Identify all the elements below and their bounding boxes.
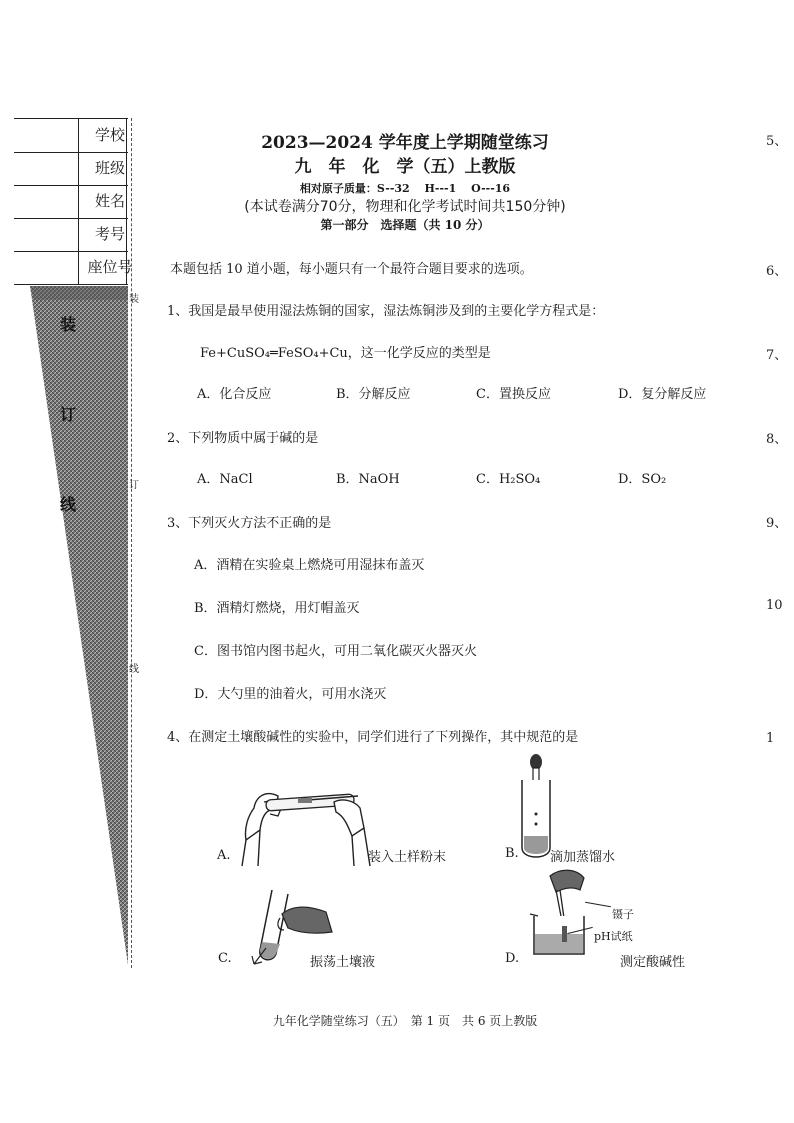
figure-c-letter: C. bbox=[218, 951, 232, 966]
binding-shaded-area bbox=[0, 0, 140, 1123]
edge-number-8: 8、 bbox=[766, 432, 788, 447]
q1-option-c: C．置换反应 bbox=[476, 387, 551, 402]
binding-small-3: 线 bbox=[129, 664, 139, 675]
q1-option-d: D．复分解反应 bbox=[618, 387, 707, 402]
atomic-masses: 相对原子质量：S--32 H---1 O---16 bbox=[299, 182, 511, 195]
figure-d-letter: D. bbox=[505, 951, 520, 966]
q2-option-c: C．H₂SO₄ bbox=[476, 472, 541, 487]
ph-paper-label: pH试纸 bbox=[594, 930, 633, 943]
figure-a-drawing bbox=[236, 778, 376, 868]
figure-c-caption: 振荡土壤液 bbox=[310, 955, 376, 970]
exam-note: (本试卷满分70分，物理和化学考试时间共150分钟) bbox=[244, 199, 566, 215]
edge-number-5: 5、 bbox=[766, 134, 788, 149]
binding-char-3: 线 bbox=[60, 495, 77, 514]
figure-d-caption: 测定酸碱性 bbox=[620, 955, 686, 970]
figure-b-caption: 滴加蒸馏水 bbox=[550, 850, 616, 865]
section-heading: 第一部分 选择题（共 10 分） bbox=[320, 218, 490, 232]
seat-label: 座位号 bbox=[78, 251, 141, 284]
q3-option-d: D．大勺里的油着火，可用水浇灭 bbox=[194, 687, 387, 702]
edge-number-10: 10 bbox=[766, 598, 783, 613]
page-title: 2023—2024 学年度上学期随堂练习 bbox=[261, 133, 549, 153]
edge-number-11: 1 bbox=[766, 731, 775, 746]
q3-stem: 3、下列灭火方法不正确的是 bbox=[167, 516, 332, 531]
q1-equation: Fe+CuSO₄═FeSO₄+Cu，这一化学反应的类型是 bbox=[200, 346, 491, 361]
binding-char-2: 订 bbox=[60, 405, 77, 424]
binding-char-1: 装 bbox=[60, 315, 77, 334]
page-footer: 九年化学随堂练习（五） 第 1 页 共 6 页上教版 bbox=[272, 1014, 538, 1028]
q2-option-b: B．NaOH bbox=[336, 472, 400, 487]
tweezers-label: 镊子 bbox=[612, 908, 634, 921]
exam-number-label: 考号 bbox=[78, 218, 141, 251]
binding-small-2: 订 bbox=[129, 480, 139, 491]
class-label: 班级 bbox=[78, 152, 141, 185]
school-label: 学校 bbox=[78, 119, 141, 152]
q4-stem: 4、在测定土壤酸碱性的实验中，同学们进行了下列操作，其中规范的是 bbox=[167, 730, 579, 745]
q2-option-d: D．SO₂ bbox=[618, 472, 667, 487]
figure-a-letter: A. bbox=[217, 848, 231, 863]
q1-option-a: A．化合反应 bbox=[197, 387, 272, 402]
figure-b-letter: B. bbox=[505, 846, 519, 861]
q2-option-a: A．NaCl bbox=[197, 472, 253, 487]
name-label: 姓名 bbox=[78, 185, 141, 218]
binding-small-1: 装 bbox=[129, 294, 139, 305]
figure-a-caption: 装入土样粉末 bbox=[368, 850, 447, 865]
edge-number-9: 9、 bbox=[766, 516, 788, 531]
q1-option-b: B．分解反应 bbox=[336, 387, 411, 402]
q3-option-c: C．图书馆内图书起火，可用二氧化碳灭火器灭火 bbox=[194, 644, 477, 659]
edge-number-7: 7、 bbox=[766, 348, 788, 363]
edge-number-6: 6、 bbox=[766, 264, 788, 279]
figure-d-drawing bbox=[526, 866, 596, 962]
page-subtitle: 九 年 化 学（五）上教版 bbox=[294, 157, 516, 177]
q1-stem: 1、我国是最早使用湿法炼铜的国家，湿法炼铜涉及到的主要化学方程式是： bbox=[167, 304, 605, 319]
q3-option-b: B．酒精灯燃烧，用灯帽盖灭 bbox=[194, 601, 360, 616]
q2-stem: 2、下列物质中属于碱的是 bbox=[167, 431, 319, 446]
q3-option-a: A．酒精在实验桌上燃烧可用湿抹布盖灭 bbox=[194, 558, 425, 573]
instructions: 本题包括 10 道小题，每小题只有一个最符合题目要求的选项。 bbox=[170, 262, 533, 277]
